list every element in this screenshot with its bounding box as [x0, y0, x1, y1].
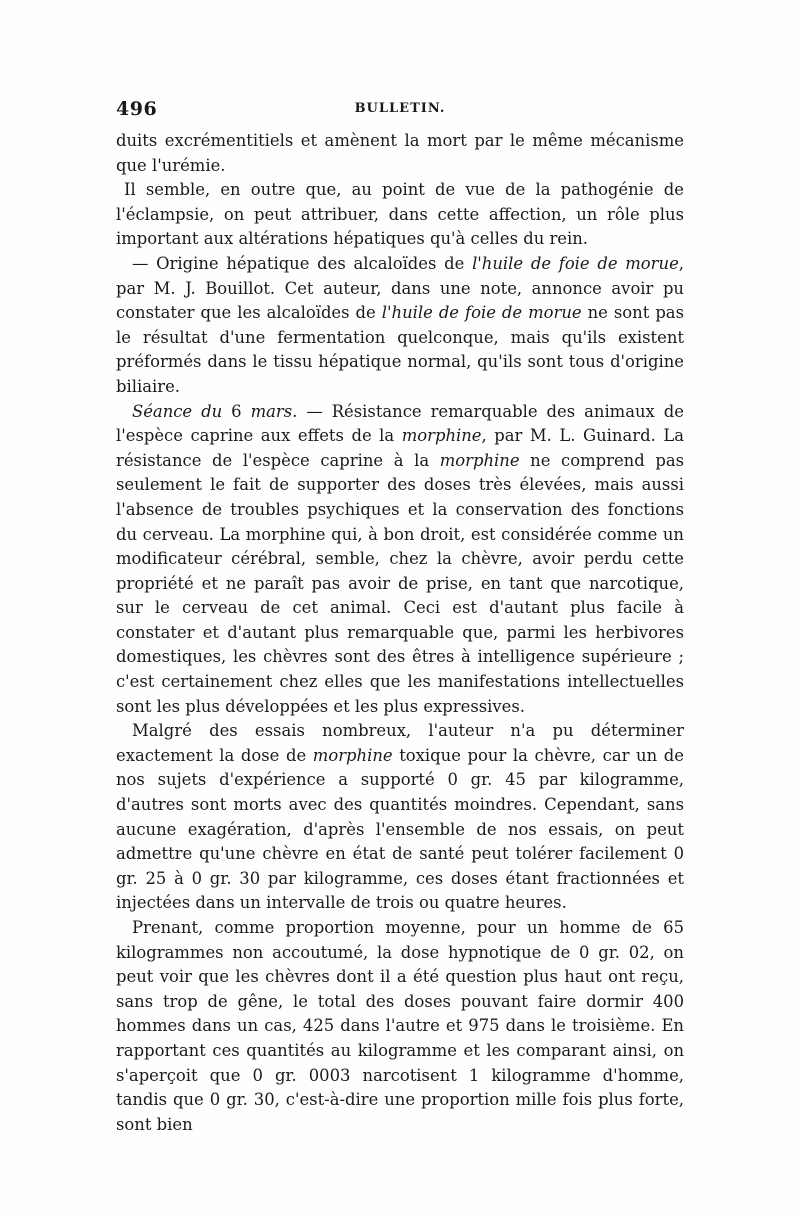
session-month: mars: [250, 401, 293, 421]
body-text: [116, 129, 684, 1137]
running-head: BULLETIN.: [354, 101, 446, 116]
italic-term: morphine: [312, 745, 393, 765]
paragraph-4-text: ne comprend pas seulement le fait de supporter des doses très élevées, mais aussi l'absence de troubles psychiques et la conservation des fonctions du cerveau. La morphine qui, à bon droit, est considérée comme un modificateur cérébral, semble, chez la chèvre, avoir perdu cette propriété et ne paraît pas avoir de prise, en tant que narcotique, sur le cerveau de cet animal. Ceci est d'autant plus facile à constater et d'autant plus remarquable que, parmi les herbivores domestiques, les chèvres sont des êtres à intelligence supérieure ; c'est certainement chez elles que les manifestations intellectuelles sont les plus développées et les plus expressives.: [116, 450, 684, 716]
paragraph-4-text: , par M. L. Guinard. La résistance de l'espèce caprine à la: [116, 426, 684, 470]
paragraph-1: duits excrémentitiels et amènent la mort par le même mécanisme que l'urémie.: [116, 131, 684, 175]
paragraph-3-text: , par M. J. Bouillot. Cet auteur, dans une note, annonce avoir pu constater que les alcaloïdes de: [116, 253, 684, 323]
paragraph-3-text: ne sont pas le résultat d'une fermentation quelconque, mais qu'ils existent préformés dans le tissu hépatique normal, qu'ils sont tous d'origine biliaire.: [116, 303, 684, 396]
italic-term: l'huile de foie de morue: [472, 253, 679, 273]
page-header: [116, 98, 684, 122]
italic-term: morphine: [401, 426, 482, 446]
paragraph-4: [116, 400, 684, 720]
paragraph-5-text: toxique pour la chèvre, car un de nos sujets d'expérience a supporté 0 gr. 45 par kilogramme, d'autres sont morts avec des quantités moindres. Cependant, sans aucune exagération, d'après l'ensemble de nos essais, on peut admettre qu'une chèvre en état de santé peut tolérer facilement 0 gr. 25 à 0 gr. 30 par kilogramme, ces doses étant fractionnées et injectées dans un intervalle de trois ou quatre heures.: [116, 745, 684, 913]
paragraph-6: Prenant, comme proportion moyenne, pour un homme de 65 kilogrammes non accoutumé, la dose hypnotique de 0 gr. 02, on peut voir que les chèvres dont il a été question plus haut ont reçu, sans trop de gêne, le total des doses pouvant faire dormir 400 hommes dans un cas, 425 dans l'autre et 975 dans le troisième. En rapportant ces quantités au kilogramme et les comparant ainsi, on s'aperçoit que 0 gr. 0003 narcotisent 1 kilogramme d'homme, tandis que 0 gr. 30, c'est-à-dire une proportion mille fois plus forte, sont bien: [116, 918, 684, 1134]
paragraph-5-text: Malgré des essais nombreux, l'auteur n'a pu déterminer exactement la dose de: [116, 721, 684, 765]
italic-term: morphine: [439, 450, 520, 470]
session-date: 6: [222, 401, 251, 421]
page-number: 496: [116, 98, 158, 120]
paragraph-3-text: — Origine hépatique des alcaloïdes de: [132, 253, 473, 273]
italic-term: l'huile de foie de morue: [381, 303, 582, 323]
paragraph-3: [116, 252, 684, 400]
paragraph-5: [116, 719, 684, 916]
session-heading: Séance du: [132, 401, 223, 421]
paragraph-2: Il semble, en outre que, au point de vue de la pathogénie de l'éclampsie, on peut attribuer, dans cette affection, un rôle plus important aux altérations hépatiques qu'à celles du rein.: [116, 180, 684, 249]
paragraph-4-text: . — Résistance remarquable des animaux de l'espèce caprine aux effets de la: [116, 401, 684, 446]
